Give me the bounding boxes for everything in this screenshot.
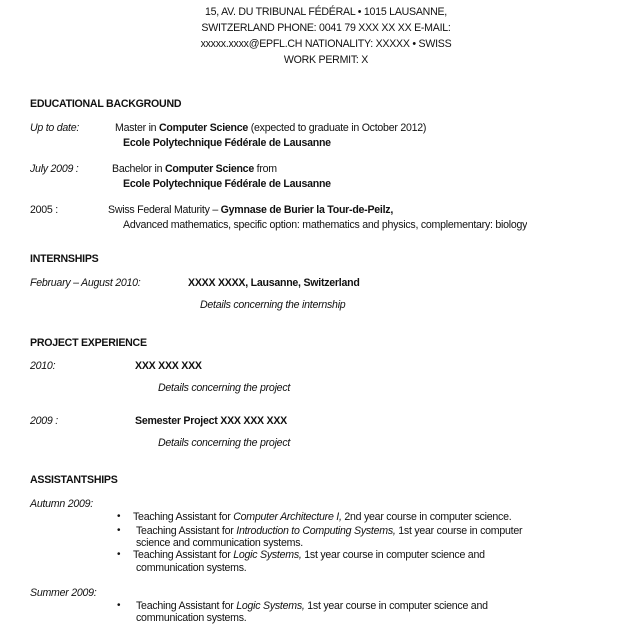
text: 2nd year course in computer science. bbox=[341, 511, 512, 523]
entry-date: 2005 : bbox=[30, 204, 58, 216]
school: Ecole Polytechnique Fédérale de Lausanne bbox=[123, 178, 331, 190]
text: Swiss Federal Maturity – bbox=[108, 204, 221, 216]
course: Computer Architecture I, bbox=[233, 511, 342, 523]
list-item-continuation: science and communication systems. bbox=[136, 537, 303, 549]
entry-date: Summer 2009: bbox=[30, 587, 97, 599]
field: Computer Science bbox=[164, 163, 254, 175]
project-name: XXX XXX XXX bbox=[135, 360, 202, 372]
bullet-icon: • bbox=[117, 600, 121, 611]
contact-line: 15, AV. DU TRIBUNAL FÉDÉRAL • 1015 LAUSANNE, bbox=[205, 6, 447, 18]
bullet-icon: • bbox=[117, 511, 121, 522]
field: Computer Science bbox=[159, 122, 249, 134]
text: Teaching Assistant for bbox=[136, 525, 237, 537]
text: Teaching Assistant for bbox=[133, 549, 234, 561]
section-title: PROJECT EXPERIENCE bbox=[30, 337, 147, 349]
project-name: Semester Project XXX XXX XXX bbox=[135, 415, 287, 427]
list-item-continuation: communication systems. bbox=[136, 612, 247, 624]
degree-line bbox=[115, 121, 426, 135]
list-item-continuation: communication systems. bbox=[136, 562, 247, 574]
degree-line bbox=[108, 203, 393, 217]
course: Introduction to Computing Systems, bbox=[236, 525, 396, 537]
contact-line: SWITZERLAND PHONE: 0041 79 XXX XX XX E-MAIL: bbox=[201, 22, 451, 34]
entry-date: July 2009 : bbox=[30, 163, 79, 175]
details: Advanced mathematics, specific option: mathematics and physics, complementary: biology bbox=[123, 219, 528, 231]
text: Teaching Assistant for bbox=[136, 600, 237, 612]
entry-date: February – August 2010: bbox=[30, 277, 141, 289]
text: 1st year course in computer bbox=[395, 525, 523, 537]
text: Bachelor in bbox=[112, 163, 165, 175]
entry-date: 2010: bbox=[30, 360, 56, 372]
text: Master in bbox=[115, 122, 160, 134]
contact-line: xxxxx.xxxx@EPFL.CH NATIONALITY: XXXXX • SWISS bbox=[200, 38, 452, 50]
section-title: EDUCATIONAL BACKGROUND bbox=[30, 98, 182, 110]
text: (expected to graduate in October 2012) bbox=[248, 122, 427, 134]
degree-line bbox=[112, 162, 277, 176]
details: Details concerning the internship bbox=[200, 299, 346, 311]
company: XXXX XXXX, Lausanne, Switzerland bbox=[188, 277, 360, 289]
course: Logic Systems, bbox=[236, 600, 305, 612]
course: Logic Systems, bbox=[233, 549, 302, 561]
list-item bbox=[133, 510, 511, 524]
section-title: ASSISTANTSHIPS bbox=[30, 474, 118, 486]
text: Teaching Assistant for bbox=[133, 511, 234, 523]
section-title: INTERNSHIPS bbox=[30, 253, 99, 265]
contact-line: WORK PERMIT: X bbox=[283, 54, 369, 66]
field: Gymnase de Burier la Tour-de-Peilz, bbox=[220, 204, 394, 216]
text: 1st year course in computer science and bbox=[301, 549, 485, 561]
entry-date: 2009 : bbox=[30, 415, 58, 427]
details: Details concerning the project bbox=[158, 382, 291, 394]
text: 1st year course in computer science and bbox=[304, 600, 488, 612]
bullet-icon: • bbox=[117, 525, 121, 536]
bullet-icon: • bbox=[117, 549, 121, 560]
school: Ecole Polytechnique Fédérale de Lausanne bbox=[123, 137, 331, 149]
entry-date: Up to date: bbox=[30, 122, 80, 134]
list-item bbox=[133, 548, 485, 562]
text: from bbox=[253, 163, 277, 175]
details: Details concerning the project bbox=[158, 437, 291, 449]
entry-date: Autumn 2009: bbox=[30, 498, 93, 510]
